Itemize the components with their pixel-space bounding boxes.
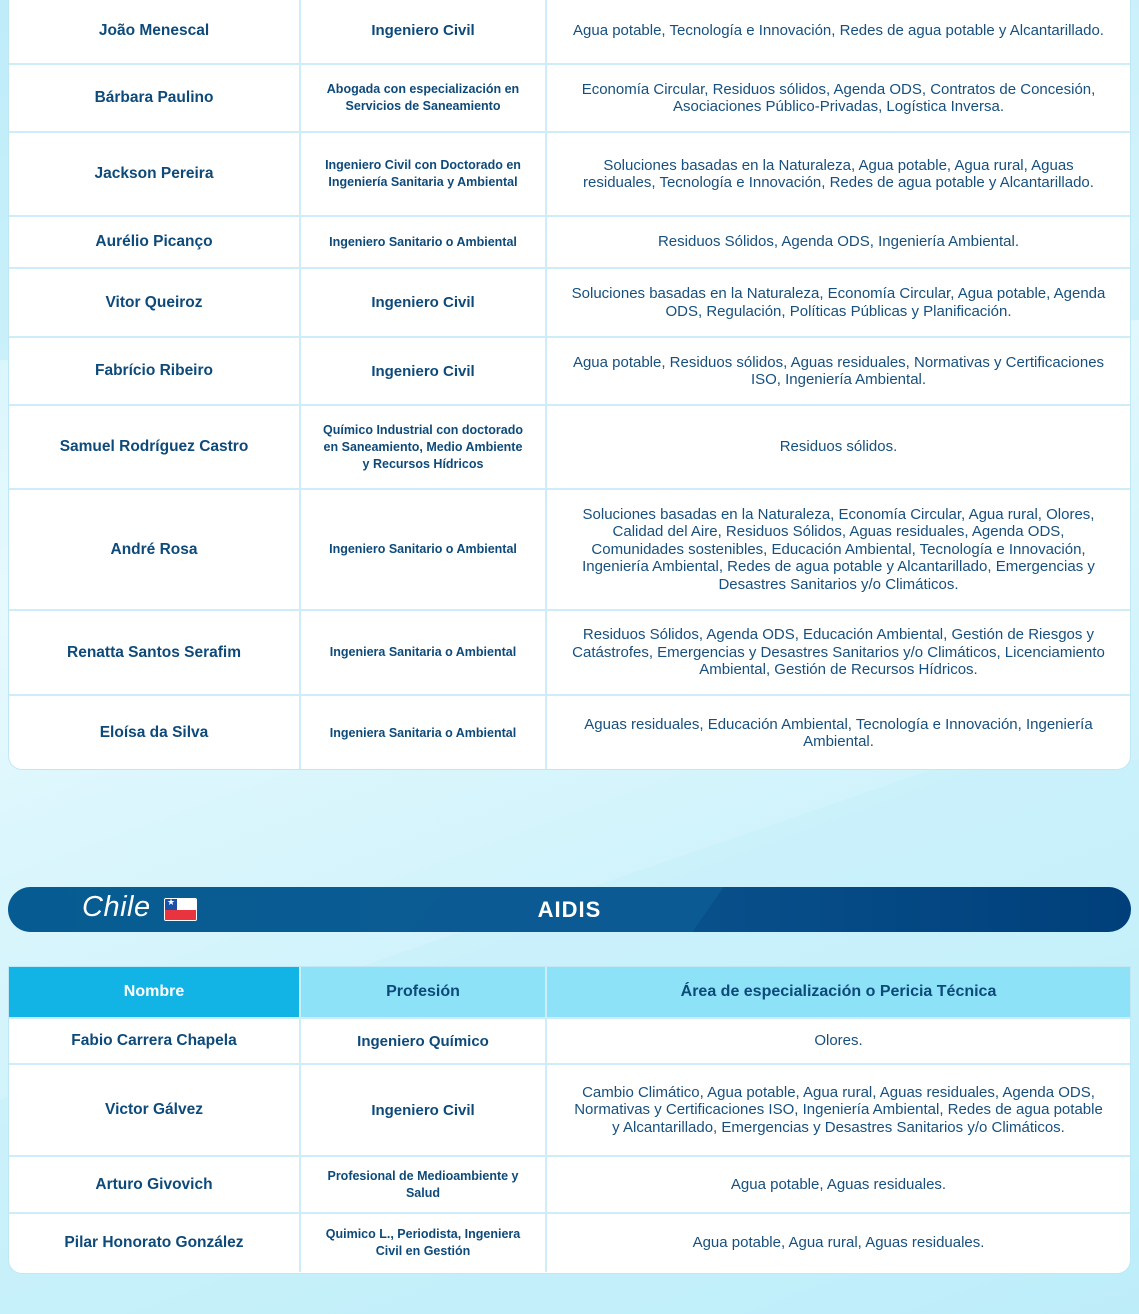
table-row [9,65,1130,133]
expert-profession: Ingeniero Sanitario o Ambiental [301,490,547,609]
expert-area: Soluciones basadas en la Naturaleza, Economía Circular, Agua rural, Olores, Calidad del Aire, Residuos Sólidos, Aguas residuales, Agenda ODS, Comunidades sostenibles, Educación Ambiental, Tecnología e Innovación, Ingeniería Ambiental, Redes de agua potable y Alcantarillado, Emergencias y Desastres Sanitarios y/o Climáticos. [582,505,1095,593]
expert-name: Arturo Givovich [9,1157,301,1212]
expert-area: Residuos Sólidos, Agenda ODS, Ingeniería Ambiental. [657,233,1020,251]
expert-profession: Ingeniero Químico [301,1019,547,1063]
expert-profession: Ingeniera Sanitaria o Ambiental [301,611,547,694]
table-row [9,269,1130,338]
expert-name: Jackson Pereira [9,133,301,215]
expert-profession: Ingeniero Civil [301,269,547,336]
expert-profession: Ingeniero Civil [301,1065,547,1155]
expert-name: Aurélio Picanço [9,217,301,267]
table-row [9,133,1130,217]
expert-name: Samuel Rodríguez Castro [9,406,301,488]
table-row [9,490,1130,611]
expert-area: Agua potable, Tecnología e Innovación, Redes de agua potable y Alcantarillado. [573,21,1104,39]
expert-name: Eloísa da Silva [9,696,301,770]
table-row [9,696,1130,770]
header-name: Nombre [9,967,301,1017]
country-name: Chile [82,891,151,923]
table-header-row [9,967,1130,1019]
expert-area: Agua potable, Residuos sólidos, Aguas residuales, Normativas y Certificaciones ISO, Ingeniería Ambiental. [572,353,1105,388]
expert-name: Fabrício Ribeiro [9,338,301,404]
expert-area: Agua potable, Aguas residuales. [730,1175,947,1193]
expert-profession: Abogada con especialización en Servicios de Saneamiento [301,65,547,131]
expert-area: Cambio Climático, Agua potable, Agua rural, Aguas residuales, Agenda ODS, Normativas y Certificaciones ISO, Ingeniería Ambiental, Redes de agua potable y Alcantarillado, Emergencias y Desastres Sanitarios y/o Climáticos. [574,1083,1103,1136]
expert-profession: Quimico L., Periodista, Ingeniera Civil en Gestión [301,1214,547,1272]
expert-area: Economía Circular, Residuos sólidos, Agenda ODS, Contratos de Concesión, Asociaciones Público-Privadas, Logística Inversa. [581,80,1096,115]
expert-profession: Profesional de Medioambiente y Salud [301,1157,547,1212]
expert-name: André Rosa [9,490,301,609]
expert-area: Soluciones basadas en la Naturaleza, Agua potable, Agua rural, Aguas residuales, Tecnología e Innovación, Redes de agua potable y Alcantarillado. [583,156,1094,191]
expert-name: Victor Gálvez [9,1065,301,1155]
header-profession: Profesión [301,967,547,1017]
expert-area: Soluciones basadas en la Naturaleza, Economía Circular, Agua potable, Agenda ODS, Regulación, Políticas Públicas y Planificación. [571,285,1106,320]
expert-area: Olores. [814,1032,863,1050]
table-row [9,406,1130,490]
expert-name: Pilar Honorato González [9,1214,301,1272]
expert-profession: Ingeniero Civil con Doctorado en Ingeniería Sanitaria y Ambiental [301,133,547,215]
table-row [9,217,1130,269]
table-row [9,1214,1130,1272]
expert-name: João Menescal [9,0,301,63]
expert-name: Fabio Carrera Chapela [9,1019,301,1063]
table-row [9,1157,1130,1214]
experts-table-brazil [8,0,1131,770]
expert-name: Bárbara Paulino [9,65,301,131]
header-area: Área de especialización o Pericia Técnica [547,967,1130,1017]
table-row [9,1019,1130,1065]
expert-area: Aguas residuales, Educación Ambiental, Tecnología e Innovación, Ingeniería Ambiental. [584,715,1093,750]
chile-flag-icon: ★ [164,898,197,921]
organization-name: AIDIS [537,897,602,922]
expert-profession: Ingeniero Sanitario o Ambiental [301,217,547,267]
expert-profession: Ingeniero Civil [301,338,547,404]
expert-name: Vitor Queiroz [9,269,301,336]
expert-area: Agua potable, Agua rural, Aguas residuales. [692,1234,985,1252]
expert-profession: Ingeniera Sanitaria o Ambiental [301,696,547,770]
table-row [9,338,1130,406]
table-row [9,611,1130,696]
expert-name: Renatta Santos Serafim [9,611,301,694]
expert-area: Residuos sólidos. [779,438,898,456]
table-row [9,0,1130,65]
expert-profession: Químico Industrial con doctorado en Saneamiento, Medio Ambiente y Recursos Hídricos [301,406,547,488]
expert-profession: Ingeniero Civil [301,0,547,63]
expert-area: Residuos Sólidos, Agenda ODS, Educación Ambiental, Gestión de Riesgos y Catástrofes, Emergencias y Desastres Sanitarios y/o Climáticos, Licenciamiento Ambiental, Gestión de Recursos Hídricos. [572,626,1105,679]
table-row [9,1065,1130,1157]
experts-table-chile [8,966,1131,1274]
